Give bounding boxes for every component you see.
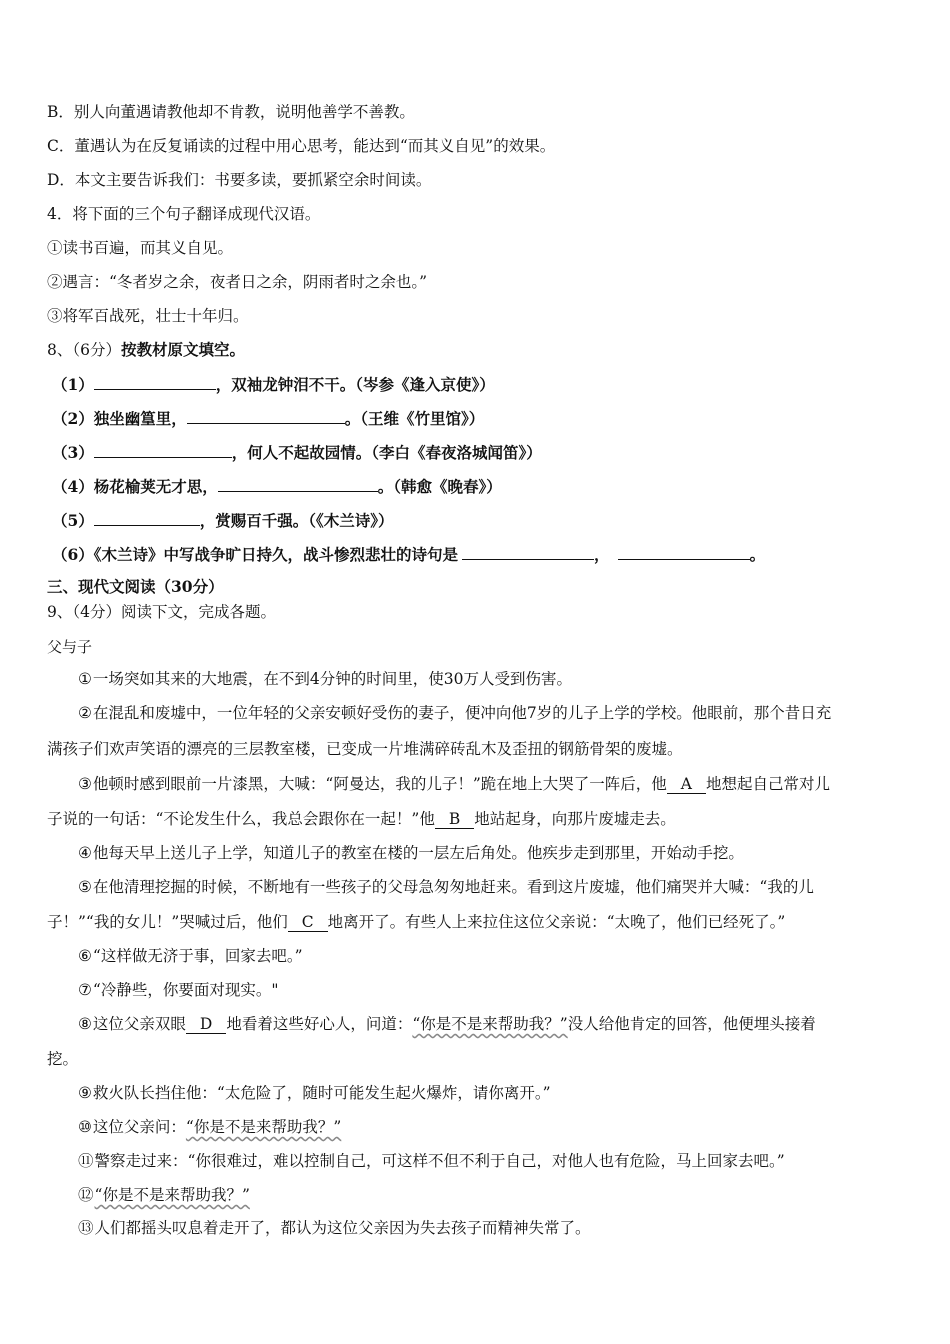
paragraph-10: ⑩这位父亲问：“你是不是来帮助我？” (78, 1118, 342, 1136)
blank-b: B (435, 810, 474, 829)
question-8-score: （6分） (72, 341, 121, 359)
question-8-header (47, 339, 245, 361)
paragraph-12: ⑫“你是不是来帮助我？” (78, 1186, 250, 1204)
blank-d: D (186, 1015, 226, 1034)
option-c: C．董遇认为在反复诵读的过程中用心思考，能达到“而其义自见”的效果。 (47, 137, 556, 155)
question-4-item-3: ③将军百战死，壮士十年归。 (47, 307, 249, 325)
paragraph-11: ⑪警察走过来：“你很难过，难以控制自己，可这样不但不利于自己，对他人也有危险，马上回家去吧。” (78, 1152, 785, 1170)
paragraph-2: ②在混乱和废墟中，一位年轻的父亲安顿好受伤的妻子，便冲向他7岁的儿子上学的学校。他眼前，那个昔日充 (78, 704, 832, 722)
paragraph-3: ③他顿时感到眼前一片漆黑，大喊：“阿曼达，我的儿子！”跪在地上大哭了一阵后，他 A 地想起自己常对儿 (78, 775, 830, 793)
paragraph-9: ⑨救火队长挡住他：“太危险了，随时可能发生起火爆炸，请你离开。” (78, 1084, 551, 1102)
fill-item-6: （6）《木兰诗》中写战争旷日持久，战斗惨烈悲壮的诗句是 ， 。 (52, 545, 766, 564)
answer-blank[interactable] (218, 475, 378, 492)
paragraph-2-cont: 满孩子们欢声笑语的漂亮的三层教室楼，已变成一片堆满碎砖乱木及歪扭的钢筋骨架的废墟。 (47, 740, 683, 758)
fill-item-5: （5） ，赏赐百千强。（《木兰诗》） (52, 511, 394, 530)
answer-blank[interactable] (187, 407, 345, 424)
answer-blank[interactable] (618, 543, 750, 560)
fill-item-1: （1） ，双袖龙钟泪不干。（岑参《逢入京使》） (52, 375, 495, 394)
question-4-item-2: ②遇言：“冬者岁之余，夜者日之余，阴雨者时之余也。” (47, 273, 428, 291)
answer-blank[interactable] (94, 509, 200, 526)
answer-blank[interactable] (94, 373, 216, 390)
paragraph-5-cont: 子！”“我的女儿！”哭喊过后，他们 C 地离开了。有些人上来拉住这位父亲说：“太晚了，他们已经死了。” (47, 913, 786, 931)
question-8-stem: 按教材原文填空。 (121, 340, 246, 359)
paragraph-7: ⑦“冷静些，你要面对现实。" (78, 981, 279, 999)
paragraph-8-cont: 挖。 (47, 1050, 79, 1068)
paragraph-6: ⑥“这样做无济于事，回家去吧。” (78, 947, 303, 965)
question-9-stem: 阅读下文，完成各题。 (121, 603, 277, 621)
section-3-heading: 三、现代文阅读（30分） (47, 577, 224, 596)
answer-blank[interactable] (462, 543, 594, 560)
fill-item-3: （3） ，何人不起故园情。（李白《春夜洛城闻笛》） (52, 443, 542, 462)
option-d: D．本文主要告诉我们：书要多读，要抓紧空余时间读。 (47, 171, 432, 189)
fill-item-4: （4）杨花榆荚无才思， 。（韩愈《晚春》） (52, 477, 502, 496)
paragraph-13: ⑬人们都摇头叹息着走开了，都认为这位父亲因为失去孩子而精神失常了。 (78, 1219, 591, 1237)
blank-a: A (667, 775, 706, 794)
option-b: B．别人向董遇请教他却不肯教，说明他善学不善教。 (47, 103, 415, 121)
question-8-number: 8、 (47, 341, 73, 359)
question-9-score: （4分） (72, 603, 121, 621)
paragraph-5: ⑤在他清理挖掘的时候，不断地有一些孩子的父母急匆匆地赶来。看到这片废墟，他们痛哭并大喊：“我的儿 (78, 878, 814, 896)
paragraph-1: ①一场突如其来的大地震，在不到4分钟的时间里，使30万人受到伤害。 (78, 670, 572, 688)
paragraph-8: ⑧这位父亲双眼 D 地看着这些好心人，问道：“你是不是来帮助我？”没人给他肯定的回答，他便埋头接着 (78, 1015, 816, 1033)
paragraph-4: ④他每天早上送儿子上学，知道儿子的教室在楼的一层左后角处。他疾步走到那里，开始动手挖。 (78, 844, 744, 862)
fill-item-2: （2）独坐幽篁里， 。（王维《竹里馆》） (52, 409, 485, 428)
question-4-item-1: ①读书百遍，而其义自见。 (47, 239, 234, 257)
question-9-number: 9、 (47, 603, 73, 621)
article-title: 父与子 (47, 638, 93, 656)
question-9-header (47, 601, 276, 623)
blank-c: C (288, 913, 328, 932)
paragraph-3-cont: 子说的一句话：“不论发生什么，我总会跟你在一起！”他 B 地站起身，向那片废墟走去。 (47, 810, 676, 828)
question-4-stem: 4．将下面的三个句子翻译成现代汉语。 (47, 205, 321, 223)
answer-blank[interactable] (94, 441, 232, 458)
